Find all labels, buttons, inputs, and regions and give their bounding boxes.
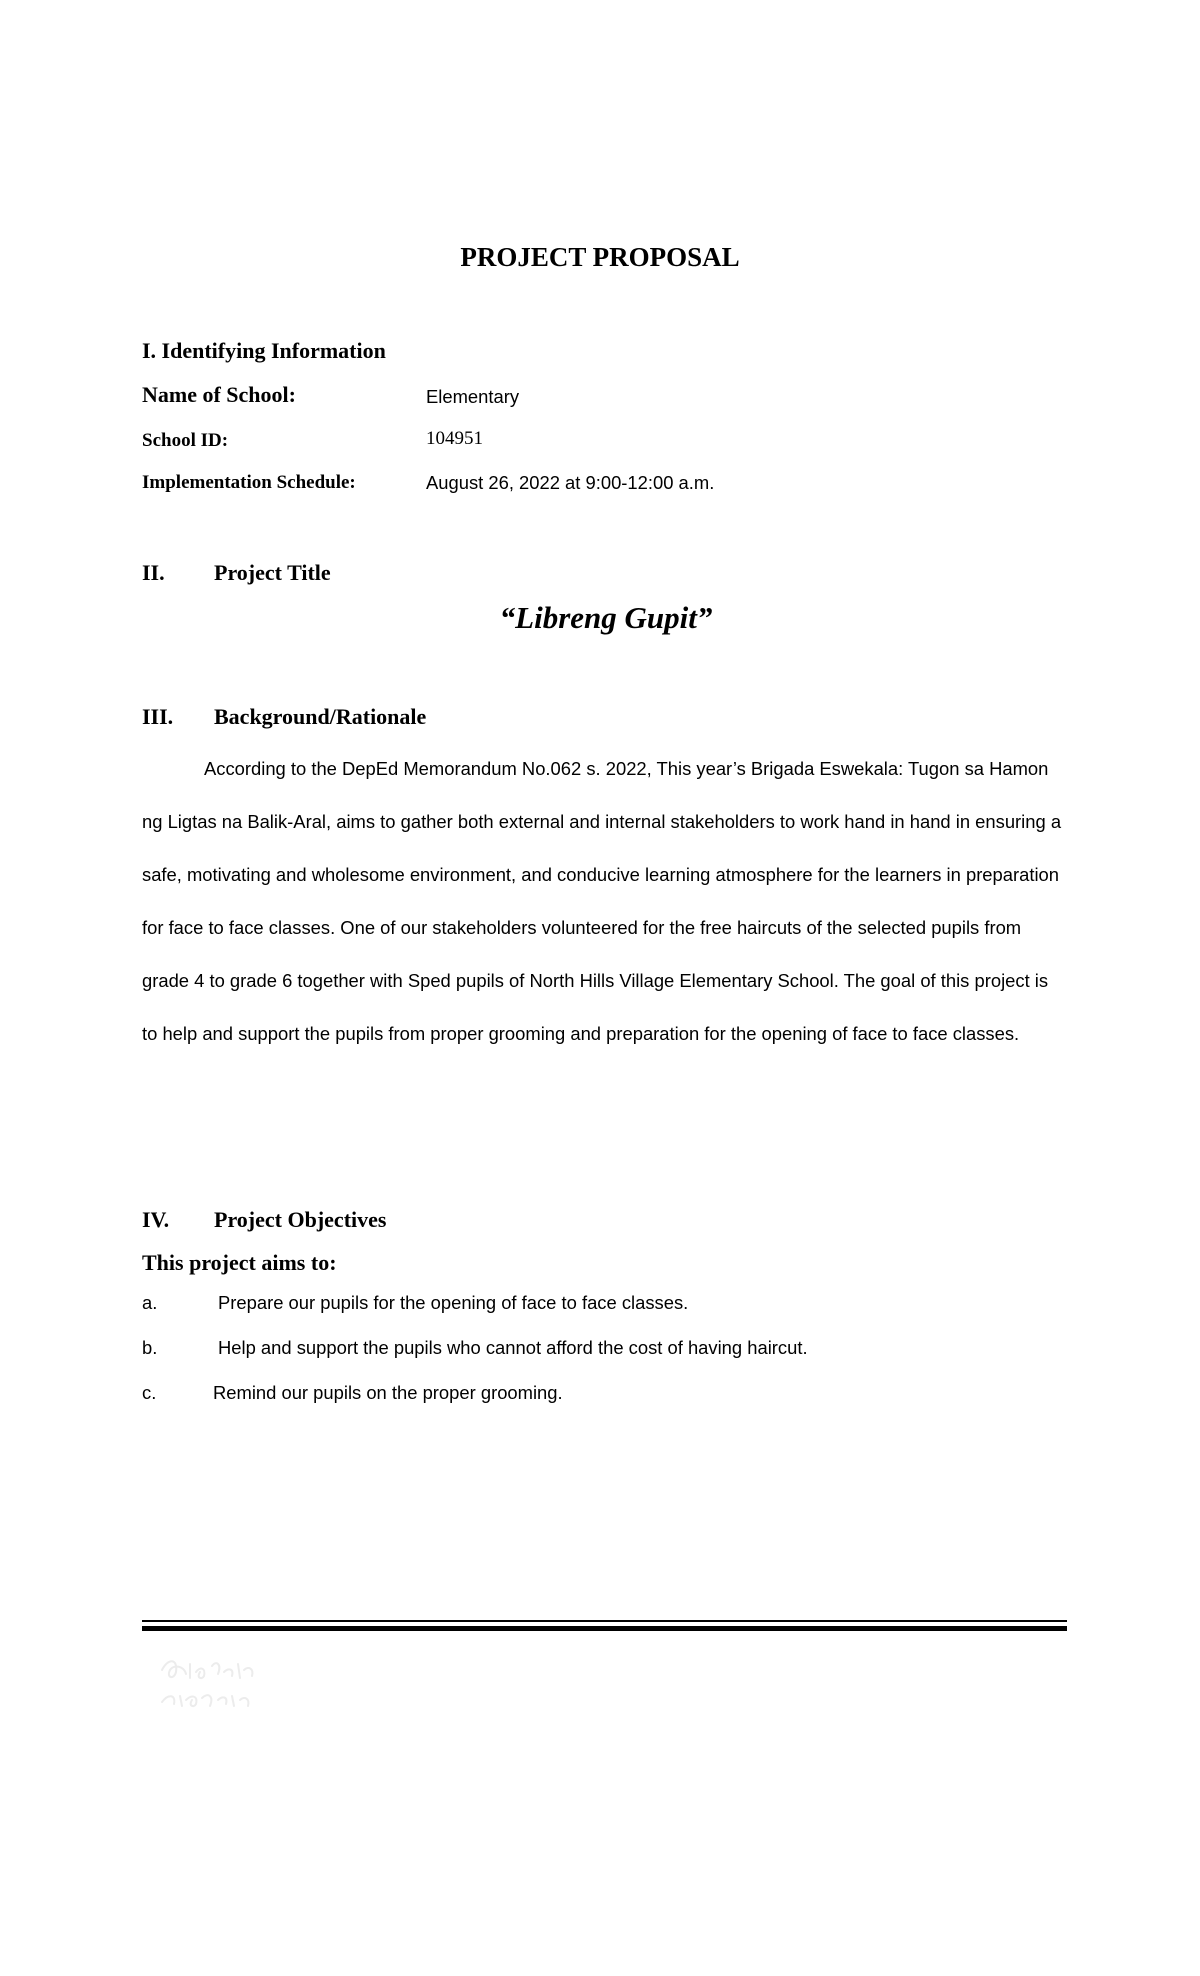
section-4-title: Project Objectives bbox=[214, 1207, 387, 1232]
section-4-number: IV. bbox=[142, 1207, 170, 1232]
objective-text: Remind our pupils on the proper grooming. bbox=[213, 1382, 563, 1403]
objective-text: Help and support the pupils who cannot afford the cost of having haircut. bbox=[218, 1337, 808, 1358]
section-3-title: Background/Rationale bbox=[214, 704, 427, 729]
section-1-heading: I. Identifying Information bbox=[142, 338, 386, 363]
info-value-schedule: August 26, 2022 at 9:00-12:00 a.m. bbox=[426, 472, 715, 493]
document-title-text: PROJECT PROPOSAL bbox=[460, 242, 740, 272]
section-2-title: Project Title bbox=[214, 560, 331, 585]
project-name bbox=[0, 600, 1200, 636]
objective-text: Prepare our pupils for the opening of face to face classes. bbox=[218, 1292, 689, 1313]
info-value-school-name: Elementary bbox=[426, 386, 520, 407]
info-value-school-id: 104951 bbox=[426, 428, 483, 449]
objectives-intro: This project aims to: bbox=[142, 1250, 337, 1275]
info-label-school-id: School ID: bbox=[142, 430, 229, 451]
section-3-heading bbox=[142, 704, 426, 730]
objective-letter: b. bbox=[142, 1337, 158, 1358]
footer-divider-thin bbox=[142, 1620, 1067, 1622]
faint-signature-mark bbox=[156, 1650, 276, 1720]
rationale-paragraph: According to the DepEd Memorandum No.062 s. 2022, This year’s Brigada Eswekala: Tugon sa Hamon ng Ligtas na Balik-Aral, aims to gather both external and internal stakeholders to work hand in hand in ensuring a safe, motivating and wholesome environment, and conducive learning atmosphere for the learners in preparation for face to face classes. One of our stakeholders volunteered for the free haircuts of the selected pupils from grade 4 to grade 6 together with Sped pupils of North Hills Village Elementary School. The goal of this project is to help and support the pupils from proper grooming and preparation for the opening of face to face classes. bbox=[142, 758, 1062, 1044]
info-row-school-id bbox=[142, 428, 1042, 458]
info-label-school-name: Name of School: bbox=[142, 382, 296, 407]
project-name-text: “Libreng Gupit” bbox=[499, 600, 713, 635]
section-2-number: II. bbox=[142, 560, 165, 585]
section-3-number: III. bbox=[142, 704, 174, 729]
objective-letter: a. bbox=[142, 1292, 158, 1313]
section-4-heading bbox=[142, 1207, 386, 1233]
info-row-schedule bbox=[142, 470, 1042, 500]
info-row-school-name bbox=[142, 382, 1042, 412]
objective-letter: c. bbox=[142, 1382, 157, 1403]
document-title bbox=[0, 242, 1200, 273]
info-label-schedule: Implementation Schedule: bbox=[142, 472, 356, 493]
footer-divider-thick bbox=[142, 1626, 1067, 1631]
section-2-heading bbox=[142, 560, 331, 586]
